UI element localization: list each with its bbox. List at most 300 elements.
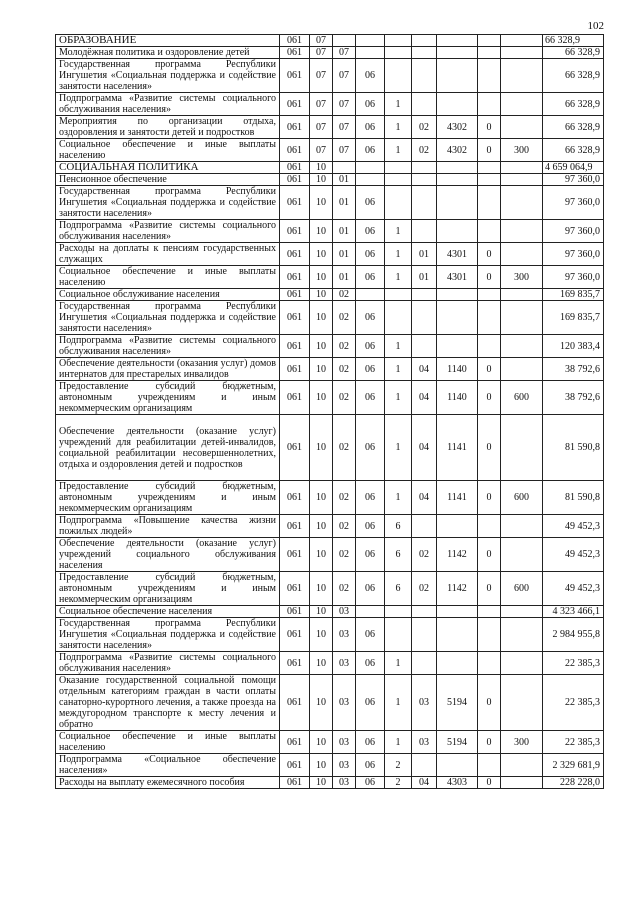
code-cell: 01: [333, 174, 356, 186]
code-cell: [478, 335, 501, 358]
row-name: Государственная программа Республики Ингушетия «Социальная поддержка и содействие занятости населения»: [56, 186, 280, 220]
row-name: Обеспечение деятельности (оказание услуг) учреждений для реабилитации детей-инвалидов, социальной реабилитации несовершеннолетних, отдыха и оздоровления детей и подростков: [56, 415, 280, 481]
code-cell: 0: [478, 243, 501, 266]
code-cell: 06: [356, 266, 385, 289]
code-cell: 1: [385, 481, 412, 515]
code-cell: 10: [310, 538, 333, 572]
code-cell: 03: [333, 754, 356, 777]
code-cell: [412, 652, 437, 675]
code-cell: 600: [501, 572, 543, 606]
code-cell: [501, 186, 543, 220]
amount-cell: 97 360,0: [543, 220, 604, 243]
code-cell: 2: [385, 777, 412, 789]
code-cell: 07: [310, 139, 333, 162]
code-cell: 06: [356, 675, 385, 731]
code-cell: 02: [412, 538, 437, 572]
amount-cell: 2 329 681,9: [543, 754, 604, 777]
code-cell: [437, 289, 478, 301]
code-cell: 0: [478, 358, 501, 381]
code-cell: 07: [333, 116, 356, 139]
table-row: [56, 162, 604, 174]
code-cell: 300: [501, 731, 543, 754]
code-cell: 061: [280, 538, 310, 572]
code-cell: 061: [280, 381, 310, 415]
code-cell: [501, 777, 543, 789]
code-cell: 01: [333, 243, 356, 266]
code-cell: 1141: [437, 415, 478, 481]
table-row: [56, 220, 604, 243]
amount-cell: 66 328,9: [543, 116, 604, 139]
table-row: [56, 59, 604, 93]
code-cell: 061: [280, 186, 310, 220]
code-cell: 07: [333, 93, 356, 116]
code-cell: [478, 186, 501, 220]
code-cell: [385, 186, 412, 220]
code-cell: [501, 754, 543, 777]
code-cell: [437, 606, 478, 618]
code-cell: [478, 301, 501, 335]
code-cell: 06: [356, 515, 385, 538]
code-cell: 06: [356, 572, 385, 606]
code-cell: [501, 243, 543, 266]
code-cell: 06: [356, 618, 385, 652]
code-cell: [501, 35, 543, 47]
code-cell: 07: [310, 93, 333, 116]
code-cell: [412, 186, 437, 220]
row-name: Социальное обеспечение населения: [56, 606, 280, 618]
code-cell: 06: [356, 754, 385, 777]
table-row: [56, 301, 604, 335]
code-cell: 0: [478, 481, 501, 515]
code-cell: 04: [412, 358, 437, 381]
code-cell: 04: [412, 415, 437, 481]
code-cell: 02: [333, 572, 356, 606]
code-cell: 10: [310, 675, 333, 731]
code-cell: 10: [310, 731, 333, 754]
code-cell: [356, 162, 385, 174]
code-cell: [437, 515, 478, 538]
code-cell: [356, 47, 385, 59]
code-cell: [501, 220, 543, 243]
code-cell: 07: [310, 35, 333, 47]
code-cell: 1: [385, 652, 412, 675]
code-cell: [412, 35, 437, 47]
code-cell: 06: [356, 116, 385, 139]
code-cell: 1142: [437, 572, 478, 606]
code-cell: 1: [385, 358, 412, 381]
code-cell: 0: [478, 139, 501, 162]
amount-cell: 97 360,0: [543, 174, 604, 186]
code-cell: 600: [501, 381, 543, 415]
code-cell: [501, 116, 543, 139]
code-cell: 600: [501, 481, 543, 515]
row-name: ОБРАЗОВАНИЕ: [56, 35, 280, 47]
code-cell: [501, 538, 543, 572]
code-cell: 07: [310, 59, 333, 93]
code-cell: 10: [310, 515, 333, 538]
code-cell: 10: [310, 754, 333, 777]
row-name: Государственная программа Республики Ингушетия «Социальная поддержка и содействие занятости населения»: [56, 59, 280, 93]
code-cell: [478, 618, 501, 652]
code-cell: 061: [280, 481, 310, 515]
amount-cell: 2 984 955,8: [543, 618, 604, 652]
code-cell: [385, 289, 412, 301]
code-cell: 061: [280, 335, 310, 358]
code-cell: 061: [280, 652, 310, 675]
code-cell: [412, 301, 437, 335]
code-cell: [501, 59, 543, 93]
code-cell: 10: [310, 358, 333, 381]
row-name: Пенсионное обеспечение: [56, 174, 280, 186]
code-cell: [478, 606, 501, 618]
row-name: Социальное обеспечение и иные выплаты населению: [56, 266, 280, 289]
code-cell: 04: [412, 777, 437, 789]
code-cell: [478, 652, 501, 675]
code-cell: 02: [333, 415, 356, 481]
code-cell: [412, 754, 437, 777]
code-cell: 1140: [437, 381, 478, 415]
code-cell: 061: [280, 358, 310, 381]
code-cell: 02: [333, 381, 356, 415]
code-cell: 06: [356, 243, 385, 266]
code-cell: 07: [333, 59, 356, 93]
code-cell: [437, 47, 478, 59]
page-number: 102: [587, 20, 604, 32]
code-cell: 4301: [437, 243, 478, 266]
code-cell: [437, 754, 478, 777]
row-name: Молодёжная политика и оздоровление детей: [56, 47, 280, 59]
code-cell: [385, 162, 412, 174]
code-cell: 10: [310, 415, 333, 481]
table-row: [56, 116, 604, 139]
code-cell: [412, 59, 437, 93]
row-name: Предоставление субсидий бюджетным, автономным учреждениям и иным некоммерческим организациям: [56, 481, 280, 515]
table-row: [56, 652, 604, 675]
code-cell: [385, 47, 412, 59]
amount-cell: 81 590,8: [543, 481, 604, 515]
amount-cell: 66 328,9: [543, 47, 604, 59]
row-name: Предоставление субсидий бюджетным, автономным учреждениям и иным некоммерческим организациям: [56, 572, 280, 606]
code-cell: [478, 220, 501, 243]
amount-cell: 97 360,0: [543, 186, 604, 220]
code-cell: 061: [280, 116, 310, 139]
code-cell: 06: [356, 777, 385, 789]
code-cell: [412, 47, 437, 59]
code-cell: [437, 186, 478, 220]
row-name: Социальное обеспечение и иные выплаты населению: [56, 731, 280, 754]
code-cell: 1: [385, 266, 412, 289]
code-cell: 1: [385, 220, 412, 243]
code-cell: 0: [478, 381, 501, 415]
code-cell: [333, 35, 356, 47]
code-cell: 0: [478, 731, 501, 754]
code-cell: 02: [333, 481, 356, 515]
code-cell: 10: [310, 243, 333, 266]
code-cell: 061: [280, 731, 310, 754]
code-cell: 10: [310, 381, 333, 415]
code-cell: 06: [356, 731, 385, 754]
table-row: [56, 139, 604, 162]
code-cell: 06: [356, 220, 385, 243]
code-cell: 1142: [437, 538, 478, 572]
code-cell: [501, 515, 543, 538]
amount-cell: 97 360,0: [543, 243, 604, 266]
code-cell: 6: [385, 538, 412, 572]
row-name: Мероприятия по организации отдыха, оздоровления и занятости детей и подростков: [56, 116, 280, 139]
amount-cell: 22 385,3: [543, 731, 604, 754]
code-cell: [478, 289, 501, 301]
code-cell: [478, 162, 501, 174]
code-cell: 1: [385, 335, 412, 358]
code-cell: 061: [280, 47, 310, 59]
row-name: Государственная программа Республики Ингушетия «Социальная поддержка и содействие занятости населения»: [56, 301, 280, 335]
row-name: Обеспечение деятельности (оказание услуг) учреждений социального обслуживания населения: [56, 538, 280, 572]
code-cell: [501, 606, 543, 618]
code-cell: [501, 289, 543, 301]
code-cell: 061: [280, 243, 310, 266]
row-name: Подпрограмма «Развитие системы социального обслуживания населения»: [56, 220, 280, 243]
code-cell: 03: [333, 652, 356, 675]
amount-cell: 228 228,0: [543, 777, 604, 789]
amount-cell: 66 328,9: [543, 139, 604, 162]
code-cell: 10: [310, 606, 333, 618]
code-cell: [501, 652, 543, 675]
table-row: [56, 266, 604, 289]
code-cell: [437, 652, 478, 675]
code-cell: 6: [385, 572, 412, 606]
code-cell: 10: [310, 289, 333, 301]
code-cell: [501, 415, 543, 481]
code-cell: 01: [333, 186, 356, 220]
code-cell: 4302: [437, 139, 478, 162]
code-cell: [501, 47, 543, 59]
code-cell: [501, 93, 543, 116]
amount-cell: 22 385,3: [543, 652, 604, 675]
code-cell: [501, 358, 543, 381]
code-cell: 061: [280, 174, 310, 186]
code-cell: 1: [385, 116, 412, 139]
code-cell: 01: [412, 266, 437, 289]
table-row: [56, 618, 604, 652]
code-cell: 061: [280, 220, 310, 243]
code-cell: [478, 93, 501, 116]
code-cell: [356, 606, 385, 618]
code-cell: 02: [333, 358, 356, 381]
code-cell: [437, 301, 478, 335]
amount-cell: 4 323 466,1: [543, 606, 604, 618]
code-cell: 02: [333, 301, 356, 335]
code-cell: 02: [333, 289, 356, 301]
code-cell: 061: [280, 606, 310, 618]
code-cell: 1: [385, 731, 412, 754]
amount-cell: 81 590,8: [543, 415, 604, 481]
code-cell: [385, 301, 412, 335]
code-cell: 07: [310, 116, 333, 139]
code-cell: 061: [280, 618, 310, 652]
code-cell: 1141: [437, 481, 478, 515]
table-row: [56, 754, 604, 777]
code-cell: 06: [356, 358, 385, 381]
code-cell: 0: [478, 675, 501, 731]
code-cell: 06: [356, 415, 385, 481]
code-cell: 061: [280, 515, 310, 538]
code-cell: 4301: [437, 266, 478, 289]
code-cell: 2: [385, 754, 412, 777]
code-cell: [478, 515, 501, 538]
code-cell: 04: [412, 381, 437, 415]
code-cell: 06: [356, 186, 385, 220]
code-cell: [412, 174, 437, 186]
budget-table: [55, 34, 604, 789]
code-cell: 1: [385, 139, 412, 162]
code-cell: [478, 754, 501, 777]
code-cell: 03: [412, 731, 437, 754]
amount-cell: 169 835,7: [543, 289, 604, 301]
code-cell: 061: [280, 301, 310, 335]
code-cell: 1: [385, 675, 412, 731]
code-cell: [385, 35, 412, 47]
amount-cell: 120 383,4: [543, 335, 604, 358]
code-cell: 061: [280, 93, 310, 116]
row-name: Расходы на доплаты к пенсиям государственных служащих: [56, 243, 280, 266]
code-cell: [356, 174, 385, 186]
code-cell: 300: [501, 139, 543, 162]
code-cell: 10: [310, 220, 333, 243]
amount-cell: 49 452,3: [543, 572, 604, 606]
code-cell: [501, 174, 543, 186]
row-name: Подпрограмма «Повышение качества жизни пожилых людей»: [56, 515, 280, 538]
amount-cell: 38 792,6: [543, 381, 604, 415]
code-cell: [437, 335, 478, 358]
code-cell: 061: [280, 35, 310, 47]
code-cell: 07: [333, 47, 356, 59]
amount-cell: 49 452,3: [543, 515, 604, 538]
row-name: Подпрограмма «Социальное обеспечение населения»: [56, 754, 280, 777]
row-name: Обеспечение деятельности (оказания услуг) домов интернатов для престарелых инвалидов: [56, 358, 280, 381]
code-cell: [478, 35, 501, 47]
table-row: [56, 415, 604, 481]
code-cell: 1: [385, 243, 412, 266]
code-cell: 5194: [437, 675, 478, 731]
code-cell: 061: [280, 266, 310, 289]
code-cell: 01: [412, 243, 437, 266]
code-cell: 03: [333, 675, 356, 731]
code-cell: 10: [310, 572, 333, 606]
amount-cell: 66 328,9: [543, 35, 604, 47]
amount-cell: 38 792,6: [543, 358, 604, 381]
code-cell: 4303: [437, 777, 478, 789]
code-cell: 5194: [437, 731, 478, 754]
code-cell: 10: [310, 174, 333, 186]
code-cell: 06: [356, 481, 385, 515]
code-cell: [478, 174, 501, 186]
table-row: [56, 515, 604, 538]
code-cell: 0: [478, 572, 501, 606]
table-row: [56, 777, 604, 789]
code-cell: [385, 618, 412, 652]
amount-cell: 97 360,0: [543, 266, 604, 289]
code-cell: 01: [333, 220, 356, 243]
table-row: [56, 243, 604, 266]
code-cell: 07: [310, 47, 333, 59]
code-cell: 10: [310, 162, 333, 174]
code-cell: 06: [356, 381, 385, 415]
code-cell: 07: [333, 139, 356, 162]
code-cell: [501, 335, 543, 358]
code-cell: [412, 335, 437, 358]
code-cell: 02: [333, 335, 356, 358]
code-cell: 06: [356, 335, 385, 358]
code-cell: 1: [385, 381, 412, 415]
code-cell: 061: [280, 59, 310, 93]
table-row: [56, 731, 604, 754]
code-cell: [356, 289, 385, 301]
code-cell: 06: [356, 93, 385, 116]
amount-cell: 66 328,9: [543, 59, 604, 93]
code-cell: 10: [310, 777, 333, 789]
code-cell: [437, 162, 478, 174]
code-cell: [501, 301, 543, 335]
code-cell: 0: [478, 266, 501, 289]
code-cell: [412, 162, 437, 174]
table-row: [56, 481, 604, 515]
code-cell: 0: [478, 116, 501, 139]
code-cell: 03: [412, 675, 437, 731]
code-cell: 10: [310, 266, 333, 289]
row-name: Расходы на выплату ежемесячного пособия: [56, 777, 280, 789]
code-cell: [385, 59, 412, 93]
code-cell: 10: [310, 335, 333, 358]
code-cell: [501, 618, 543, 652]
code-cell: 0: [478, 538, 501, 572]
code-cell: 061: [280, 289, 310, 301]
code-cell: 02: [412, 572, 437, 606]
code-cell: 1: [385, 93, 412, 116]
code-cell: 02: [412, 116, 437, 139]
code-cell: 10: [310, 618, 333, 652]
amount-cell: 169 835,7: [543, 301, 604, 335]
row-name: СОЦИАЛЬНАЯ ПОЛИТИКА: [56, 162, 280, 174]
code-cell: [356, 35, 385, 47]
code-cell: [412, 220, 437, 243]
row-name: Подпрограмма «Развитие системы социального обслуживания населения»: [56, 335, 280, 358]
amount-cell: 66 328,9: [543, 93, 604, 116]
code-cell: [501, 675, 543, 731]
code-cell: 06: [356, 59, 385, 93]
table-row: [56, 47, 604, 59]
code-cell: 061: [280, 139, 310, 162]
code-cell: [412, 618, 437, 652]
code-cell: 1140: [437, 358, 478, 381]
code-cell: [478, 47, 501, 59]
code-cell: 03: [333, 606, 356, 618]
code-cell: 03: [333, 731, 356, 754]
code-cell: [412, 289, 437, 301]
code-cell: [437, 220, 478, 243]
table-row: [56, 358, 604, 381]
code-cell: 02: [412, 139, 437, 162]
code-cell: 01: [333, 266, 356, 289]
code-cell: 03: [333, 777, 356, 789]
code-cell: [437, 618, 478, 652]
code-cell: [333, 162, 356, 174]
code-cell: [412, 93, 437, 116]
code-cell: 061: [280, 675, 310, 731]
code-cell: [437, 59, 478, 93]
amount-cell: 49 452,3: [543, 538, 604, 572]
table-row: [56, 381, 604, 415]
code-cell: 061: [280, 754, 310, 777]
